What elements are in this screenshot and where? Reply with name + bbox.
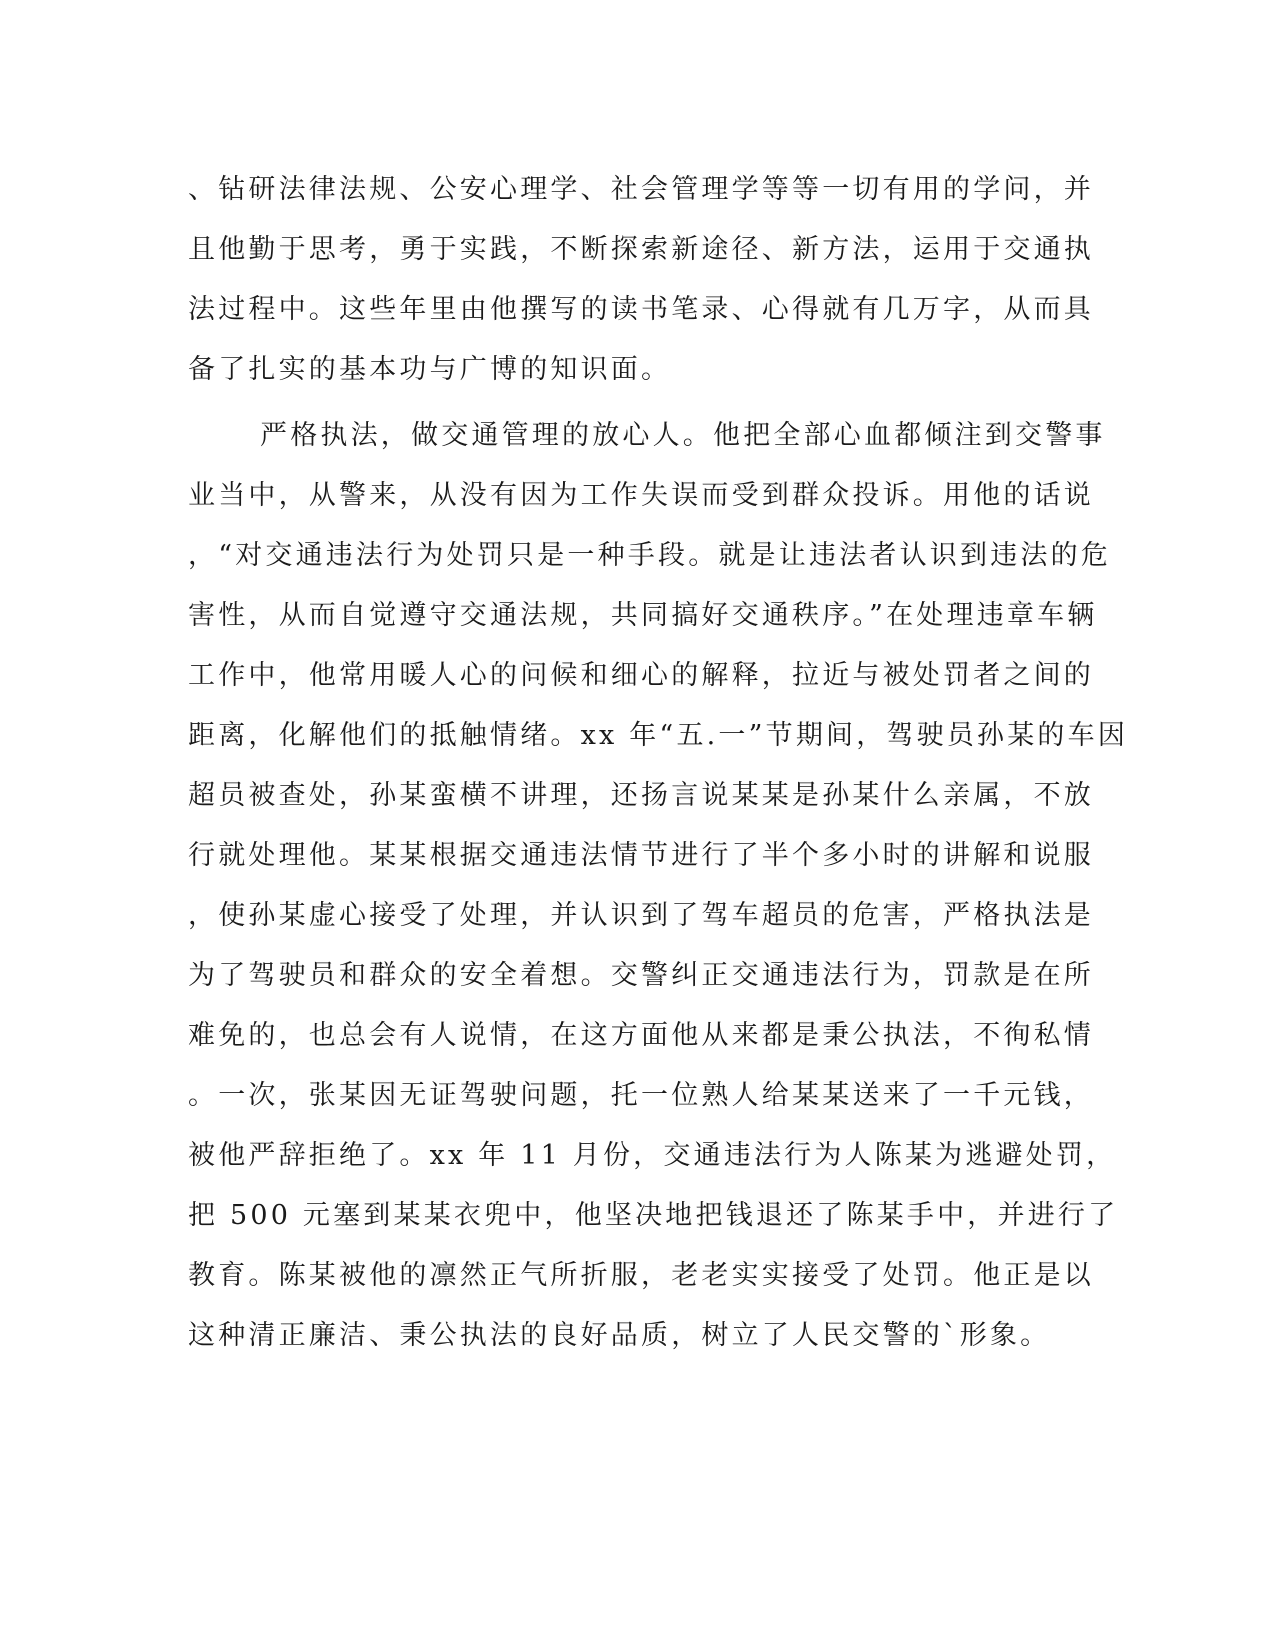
text-line: 教育。陈某被他的凛然正气所折服，老老实实接受了处罚。他正是以 — [188, 1260, 1094, 1291]
text-line: 工作中，他常用暖人心的问候和细心的解释，拉近与被处罚者之间的 — [188, 660, 1094, 691]
text-line: 业当中，从警来，从没有因为工作失误而受到群众投诉。用他的话说 — [188, 480, 1094, 511]
text-line: 。一次，张某因无证驾驶问题，托一位熟人给某某送来了一千元钱， — [188, 1080, 1094, 1111]
text-line: 距离，化解他们的抵触情绪。xx 年“五.一”节期间，驾驶员孙某的车因 — [188, 720, 1129, 751]
text-line: 且他勤于思考，勇于实践，不断探索新途径、新方法，运用于交通执 — [188, 234, 1094, 265]
text-line: ，“对交通违法行为处罚只是一种手段。就是让违法者认识到违法的危 — [188, 540, 1112, 571]
paragraph-1 — [188, 160, 1094, 400]
text-line: 严格执法，做交通管理的放心人。他把全部心血都倾注到交警事 — [260, 420, 1106, 451]
text-line: 害性，从而自觉遵守交通法规，共同搞好交通秩序。”在处理违章车辆 — [188, 600, 1098, 631]
text-line: 这种清正廉洁、秉公执法的良好品质，树立了人民交警的`形象。 — [188, 1320, 1051, 1351]
text-line: 行就处理他。某某根据交通违法情节进行了半个多小时的讲解和说服 — [188, 840, 1094, 871]
text-line: 被他严辞拒绝了。xx 年 11 月份，交通违法行为人陈某为逃避处罚， — [188, 1140, 1117, 1171]
text-line: 为了驾驶员和群众的安全着想。交警纠正交通违法行为，罚款是在所 — [188, 960, 1094, 991]
text-line: 、钻研法律法规、公安心理学、社会管理学等等一切有用的学问，并 — [188, 174, 1094, 205]
paragraph-2 — [188, 406, 1129, 1366]
text-line: 超员被查处，孙某蛮横不讲理，还扬言说某某是孙某什么亲属，不放 — [188, 780, 1094, 811]
text-line: 难免的，也总会有人说情，在这方面他从来都是秉公执法，不徇私情 — [188, 1020, 1094, 1051]
document-body — [188, 160, 1129, 1366]
text-line: 法过程中。这些年里由他撰写的读书笔录、心得就有几万字，从而具 — [188, 294, 1094, 325]
text-line: ，使孙某虚心接受了处理，并认识到了驾车超员的危害，严格执法是 — [188, 900, 1094, 931]
text-line: 备了扎实的基本功与广博的知识面。 — [188, 354, 672, 385]
text-line: 把 500 元塞到某某衣兜中，他坚决地把钱退还了陈某手中，并进行了 — [188, 1200, 1119, 1231]
